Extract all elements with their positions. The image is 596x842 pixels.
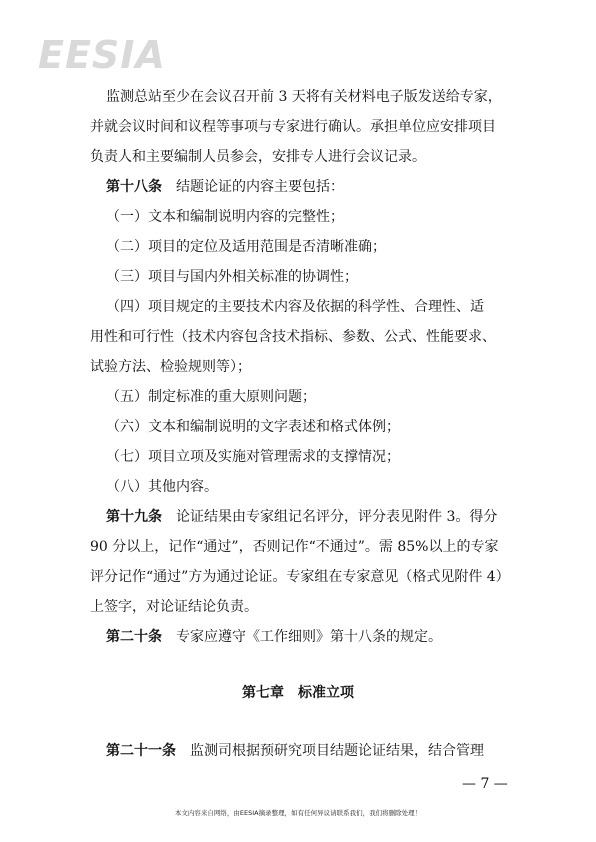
article-number: 第二十条 bbox=[106, 629, 162, 645]
article-number: 第十八条 bbox=[106, 179, 162, 195]
paragraph-line: 评分记作“通过”方为通过论证。专家组在专家意见（格式见附件 4） bbox=[90, 569, 510, 585]
paragraph-line: 试验方法、检验规则等）； bbox=[90, 359, 251, 375]
article-19-line bbox=[106, 508, 538, 526]
article-20-line bbox=[106, 628, 538, 646]
list-item: （三）项目与国内外相关标准的协调性； bbox=[106, 269, 358, 285]
paragraph-line: 监测总站至少在会议召开前 3 天将有关材料电子版发送给专家， bbox=[106, 89, 502, 105]
list-item: （五）制定标准的重大原则问题； bbox=[106, 389, 316, 405]
article-text: 监测司根据预研究项目结题论证结果，结合管理 bbox=[190, 743, 484, 759]
list-item: （一）文本和编制说明内容的完整性； bbox=[106, 209, 344, 225]
article-text: 论证结果由专家组记名评分，评分表见附件 3。得分 bbox=[176, 509, 498, 525]
page-number: — 7 — bbox=[462, 776, 508, 792]
eesia-watermark-logo: EESIA bbox=[38, 33, 166, 77]
article-21-line bbox=[106, 742, 538, 760]
article-text: 专家应遵守《工作细则》第十八条的规定。 bbox=[176, 629, 442, 645]
article-number: 第二十一条 bbox=[106, 743, 176, 759]
footer-disclaimer: 本文内容来自网络，由EESIA摘录整理，如有任何异议请联系我们，我们将删除处理！ bbox=[174, 809, 422, 817]
article-number: 第十九条 bbox=[106, 509, 162, 525]
paragraph-line: 负责人和主要编制人员参会，安排专人进行会议记录。 bbox=[90, 149, 426, 165]
paragraph-line: 并就会议时间和议程等事项与专家进行确认。承担单位应安排项目 bbox=[90, 119, 496, 135]
list-item: （六）文本和编制说明的文字表述和格式体例； bbox=[106, 419, 400, 435]
list-item: （四）项目规定的主要技术内容及依据的科学性、合理性、适 bbox=[106, 299, 484, 315]
list-item: （八）其他内容。 bbox=[106, 479, 218, 495]
article-text: 结题论证的内容主要包括： bbox=[176, 179, 344, 195]
list-item: （二）项目的定位及适用范围是否清晰准确； bbox=[106, 239, 386, 255]
article-18-line bbox=[106, 178, 538, 196]
paragraph-line: 90 分以上，记作“通过”，否则记作“不通过”。需 85%以上的专家 bbox=[90, 539, 499, 555]
list-item: （七）项目立项及实施对管理需求的支撑情况； bbox=[106, 449, 400, 465]
chapter-heading: 第七章 标准立项 bbox=[242, 685, 354, 701]
paragraph-line: 上签字，对论证结论负责。 bbox=[90, 599, 258, 615]
paragraph-line: 用性和可行性（技术内容包含技术指标、参数、公式、性能要求、 bbox=[90, 329, 496, 345]
